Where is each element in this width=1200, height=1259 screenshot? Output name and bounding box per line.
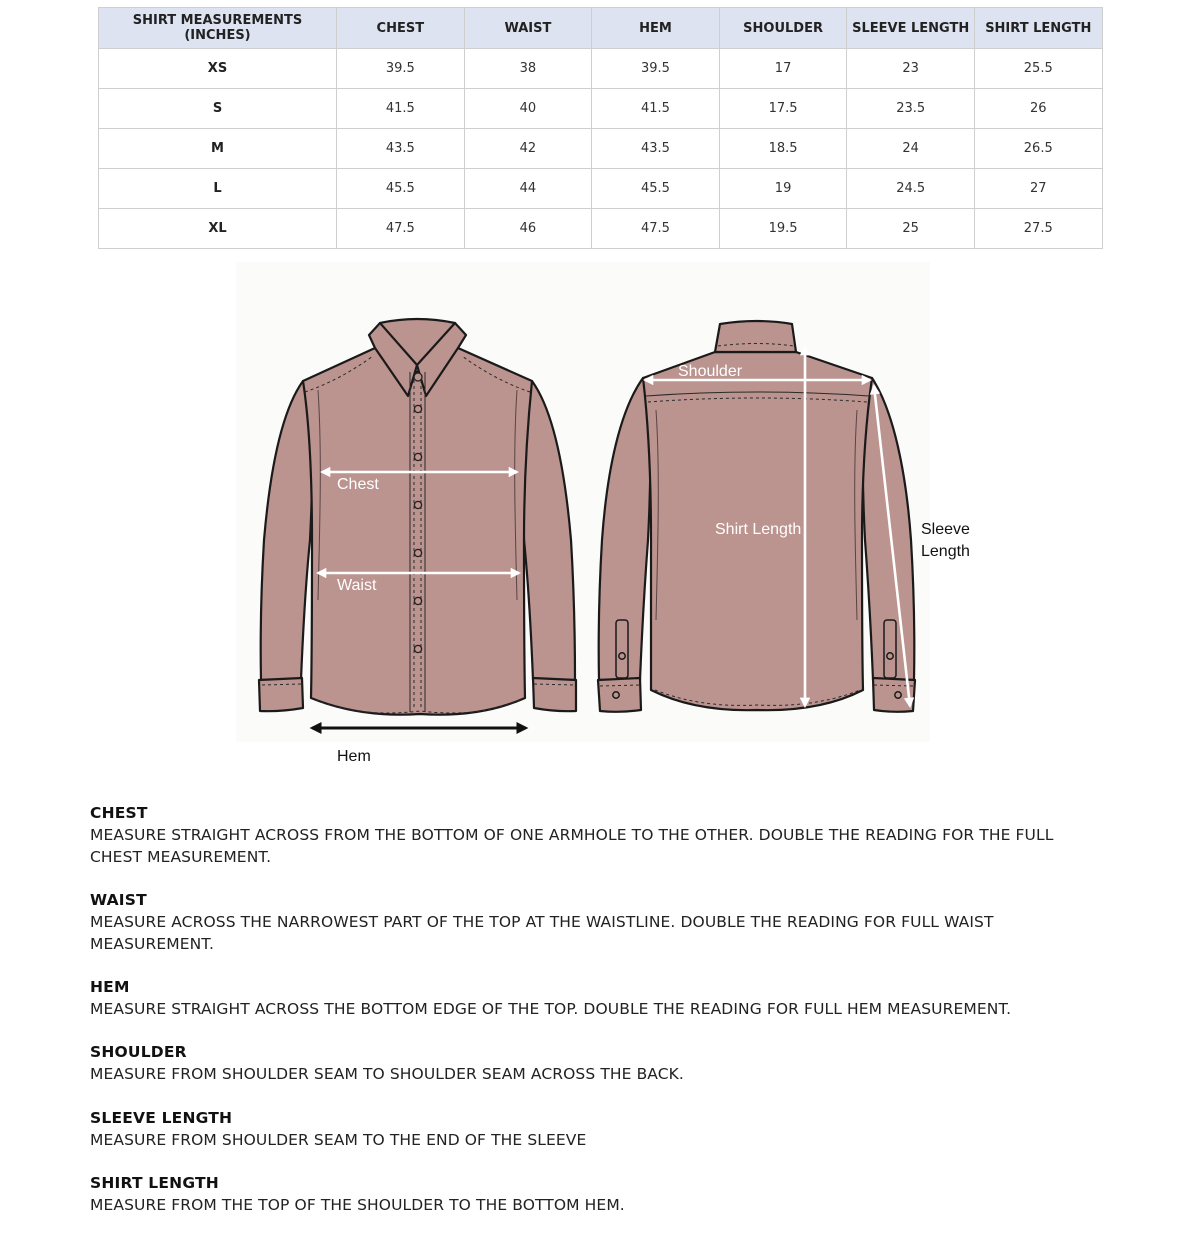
- table-cell: 39.5: [592, 49, 720, 89]
- description-title: HEM: [90, 978, 130, 996]
- header-shirt-length: SHIRT LENGTH: [974, 8, 1102, 49]
- description-text: MEASURE FROM THE TOP OF THE SHOULDER TO THE BOTTOM HEM.: [90, 1196, 625, 1214]
- description-title: CHEST: [90, 804, 148, 822]
- table-cell: 39.5: [337, 49, 465, 89]
- table-cell: 44: [464, 169, 592, 209]
- hem-description: [90, 976, 1100, 1020]
- description-text: MEASURE STRAIGHT ACROSS FROM THE BOTTOM OF ONE ARMHOLE TO THE OTHER. DOUBLE THE READING FOR THE FULL CHEST MEASUREMENT.: [90, 826, 1054, 866]
- size-cell: XS: [99, 49, 337, 89]
- table-row: [99, 169, 1103, 209]
- table-row: [99, 49, 1103, 89]
- table-cell: 43.5: [592, 129, 720, 169]
- header-sleeve-length: SLEEVE LENGTH: [847, 8, 975, 49]
- description-text: MEASURE FROM SHOULDER SEAM TO THE END OF THE SLEEVE: [90, 1131, 587, 1149]
- table-cell: 26.5: [974, 129, 1102, 169]
- shoulder-description: [90, 1041, 1100, 1085]
- shoulder-label: Shoulder: [678, 363, 743, 380]
- size-cell: S: [99, 89, 337, 129]
- description-text: MEASURE FROM SHOULDER SEAM TO SHOULDER SEAM ACROSS THE BACK.: [90, 1065, 684, 1083]
- table-cell: 19.5: [719, 209, 847, 249]
- table-cell: 25.5: [974, 49, 1102, 89]
- table-row: [99, 129, 1103, 169]
- waist-label: Waist: [337, 577, 377, 594]
- table-cell: 47.5: [337, 209, 465, 249]
- sleeve-length-label-line1: Sleeve: [921, 521, 970, 538]
- table-row: [99, 209, 1103, 249]
- table-cell: 42: [464, 129, 592, 169]
- table-cell: 40: [464, 89, 592, 129]
- description-title: WAIST: [90, 891, 147, 909]
- table-cell: 19: [719, 169, 847, 209]
- table-cell: 23.5: [847, 89, 975, 129]
- header-chest: CHEST: [337, 8, 465, 49]
- header-hem: HEM: [592, 8, 720, 49]
- table-cell: 46: [464, 209, 592, 249]
- header-waist: WAIST: [464, 8, 592, 49]
- table-cell: 27.5: [974, 209, 1102, 249]
- description-title: SHIRT LENGTH: [90, 1174, 219, 1192]
- description-title: SLEEVE LENGTH: [90, 1109, 233, 1127]
- table-cell: 25: [847, 209, 975, 249]
- size-cell: L: [99, 169, 337, 209]
- table-cell: 41.5: [592, 89, 720, 129]
- table-header-row: [99, 8, 1103, 49]
- table-cell: 23: [847, 49, 975, 89]
- table-cell: 18.5: [719, 129, 847, 169]
- shirt-length-description: [90, 1172, 1100, 1216]
- header-shoulder: SHOULDER: [719, 8, 847, 49]
- table-cell: 27: [974, 169, 1102, 209]
- size-cell: M: [99, 129, 337, 169]
- shirt-length-label: Shirt Length: [715, 521, 802, 538]
- table-cell: 43.5: [337, 129, 465, 169]
- sleeve-length-description: [90, 1107, 1100, 1151]
- description-text: MEASURE STRAIGHT ACROSS THE BOTTOM EDGE OF THE TOP. DOUBLE THE READING FOR FULL HEM MEASUREMENT.: [90, 1000, 1012, 1018]
- table-cell: 17.5: [719, 89, 847, 129]
- table-cell: 45.5: [592, 169, 720, 209]
- size-cell: XL: [99, 209, 337, 249]
- table-cell: 41.5: [337, 89, 465, 129]
- table-cell: 45.5: [337, 169, 465, 209]
- table-row: [99, 89, 1103, 129]
- waist-description: [90, 889, 1100, 955]
- description-text: MEASURE ACROSS THE NARROWEST PART OF THE TOP AT THE WAISTLINE. DOUBLE THE READING FOR FULL WAIST MEASUREMENT.: [90, 913, 994, 953]
- table-cell: 26: [974, 89, 1102, 129]
- table-cell: 17: [719, 49, 847, 89]
- table-cell: 24.5: [847, 169, 975, 209]
- header-measurements: SHIRT MEASUREMENTS (INCHES): [99, 8, 337, 49]
- sleeve-length-label-line2: Length: [921, 543, 970, 560]
- shirt-measurement-diagram: [0, 250, 1200, 790]
- chest-label: Chest: [337, 476, 379, 493]
- table-cell: 47.5: [592, 209, 720, 249]
- hem-label: Hem: [337, 748, 371, 765]
- description-title: SHOULDER: [90, 1043, 187, 1061]
- table-cell: 24: [847, 129, 975, 169]
- size-chart-table: [98, 7, 1103, 249]
- chest-description: [90, 802, 1100, 868]
- table-cell: 38: [464, 49, 592, 89]
